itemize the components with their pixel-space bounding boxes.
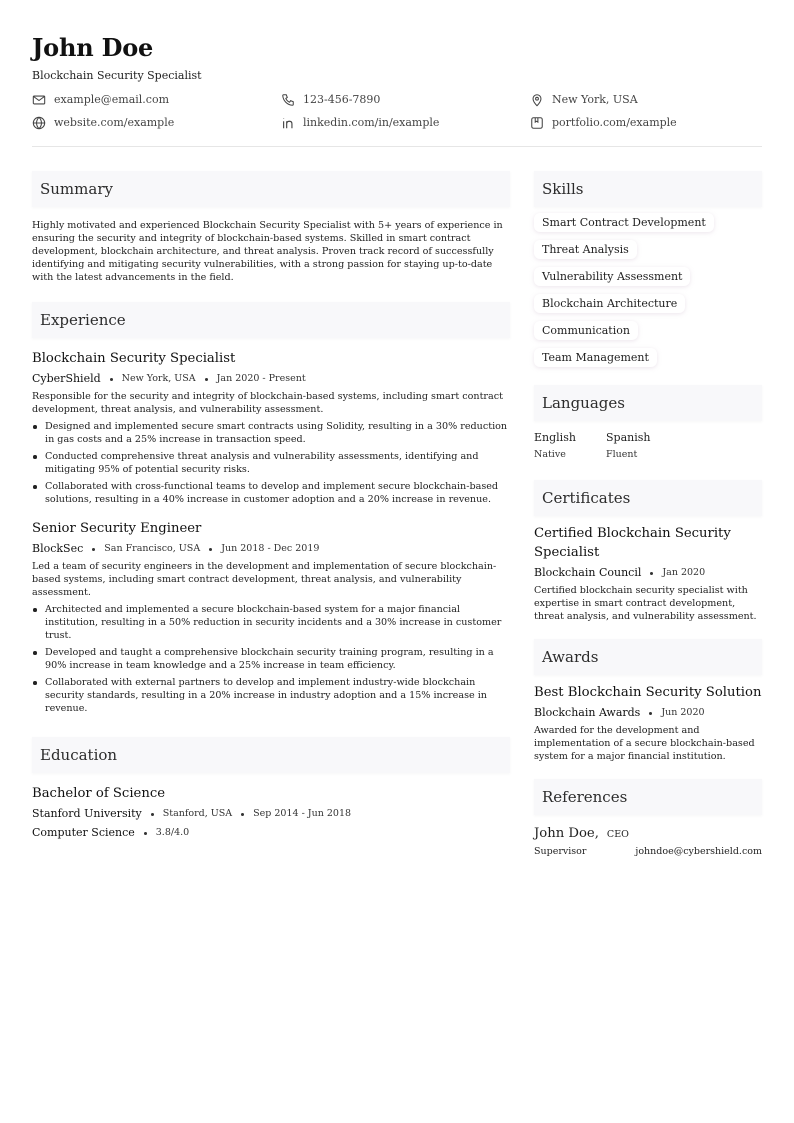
- bullet-item: Designed and implemented secure smart contracts using Solidity, resulting in a 30% reduction in gas costs and a 25% increase in transaction speed.: [32, 420, 510, 446]
- education-dates: Sep 2014 - Jun 2018: [253, 808, 352, 819]
- contact-website[interactable]: [32, 116, 281, 130]
- bullet-item: Collaborated with cross-functional teams to develop and implement secure blockchain-based solutions, resulting in a 40% increase in customer adoption and a 20% increase in revenue.: [32, 480, 510, 506]
- job-bullets: [32, 420, 510, 506]
- reference-entry: [534, 825, 762, 859]
- separator-dot: [241, 813, 244, 816]
- field-of-study: Computer Science: [32, 826, 135, 839]
- contact-phone[interactable]: [281, 93, 530, 107]
- phone-text: 123-456-7890: [303, 93, 381, 106]
- gpa: 3.8/4.0: [155, 827, 190, 838]
- language-item: [534, 431, 606, 462]
- certificate-description: Certified blockchain security specialist with expertise in smart contract development, threat analysis, and vulnerability assessment.: [534, 585, 757, 622]
- skill-tag: Smart Contract Development: [534, 213, 714, 232]
- candidate-name: John Doe: [32, 33, 154, 62]
- certificate-entry: [534, 524, 762, 623]
- job-description: Responsible for the security and integrity of blockchain-based systems, including smart contract development, threat analysis, and vulnerability assessment.: [32, 391, 503, 415]
- reference-email[interactable]: johndoe@cybershield.com: [635, 846, 762, 857]
- award-title: Best Blockchain Security Solution: [534, 685, 762, 700]
- education-heading: Education: [32, 737, 510, 773]
- award-entry: [534, 683, 762, 763]
- left-column: [32, 171, 510, 859]
- contact-email[interactable]: [32, 93, 281, 107]
- linkedin-text: linkedin.com/in/example: [303, 116, 440, 129]
- reference-header: [534, 825, 762, 843]
- right-column: [534, 171, 762, 859]
- bullet-item: Developed and taught a comprehensive blockchain security training program, resulting in a 90% increase in team knowledge and a 25% increase in team efficiency.: [32, 646, 510, 672]
- separator-dot: [144, 832, 147, 835]
- summary-heading: Summary: [32, 171, 510, 207]
- certificates-heading: Certificates: [534, 480, 762, 516]
- job-company: CyberShield: [32, 372, 101, 385]
- bullet-item: Architected and implemented a secure blockchain-based system for a major financial institution, resulting in a 50% reduction in security incidents and a 30% increase in customer trust.: [32, 603, 510, 642]
- job-location: San Francisco, USA: [104, 543, 201, 554]
- references-heading: References: [534, 779, 762, 815]
- job-entry: [32, 520, 510, 715]
- language-name: English: [534, 431, 576, 444]
- skill-tag: Blockchain Architecture: [534, 294, 685, 313]
- contact-linkedin[interactable]: [281, 116, 530, 130]
- education-meta: [32, 807, 510, 821]
- certificate-title: Certified Blockchain Security Specialist: [534, 526, 731, 560]
- mail-icon: [32, 93, 46, 107]
- job-title: Blockchain Security Specialist: [32, 351, 236, 366]
- separator-dot: [92, 548, 95, 551]
- job-meta: [32, 542, 510, 556]
- degree-title: Bachelor of Science: [32, 786, 166, 801]
- separator-dot: [650, 572, 653, 575]
- language-name: Spanish: [606, 431, 651, 444]
- summary-text: Highly motivated and experienced Blockchain Security Specialist with 5+ years of experience in ensuring the security and integrity of blockchain-based systems. Skilled in smart contract development, blockchain architecture, and threat analysis. Proven track record of successfully identifying and mitigating security vulnerabilities, with a strong passion for staying up-to-date with the latest advancements in the field.: [32, 220, 503, 283]
- languages-heading: Languages: [534, 385, 762, 421]
- school-name: Stanford University: [32, 807, 142, 820]
- award-meta: [534, 706, 762, 720]
- certificate-date: Jan 2020: [662, 567, 706, 578]
- certificate-meta: [534, 566, 762, 580]
- resume-page: [32, 34, 762, 859]
- job-dates: Jun 2018 - Dec 2019: [221, 543, 320, 554]
- job-dates: Jan 2020 - Present: [216, 373, 306, 384]
- globe-icon: [32, 116, 46, 130]
- bullet-item: Collaborated with external partners to develop and implement industry-wide blockchain security standards, resulting in a 20% increase in industry adoption and a 15% increase in revenue.: [32, 676, 510, 715]
- awards-heading: Awards: [534, 639, 762, 675]
- education-entry: [32, 785, 510, 840]
- linkedin-icon: [281, 116, 295, 130]
- certificate-issuer: Blockchain Council: [534, 566, 642, 579]
- separator-dot: [110, 378, 113, 381]
- reference-name: John Doe,: [534, 826, 599, 841]
- separator-dot: [205, 378, 208, 381]
- skills-heading: Skills: [534, 171, 762, 207]
- contact-portfolio[interactable]: [530, 116, 762, 130]
- reference-details: [534, 845, 762, 859]
- experience-heading: Experience: [32, 302, 510, 338]
- languages-list: [534, 431, 762, 462]
- separator-dot: [151, 813, 154, 816]
- portfolio-icon: [530, 116, 544, 130]
- skill-tag: Threat Analysis: [534, 240, 637, 259]
- language-level: Native: [534, 449, 566, 460]
- job-title: Senior Security Engineer: [32, 521, 202, 536]
- language-level: Fluent: [606, 449, 638, 460]
- candidate-title: Blockchain Security Specialist: [32, 69, 202, 82]
- email-text: example@email.com: [54, 93, 170, 106]
- bullet-item: Conducted comprehensive threat analysis and vulnerability assessments, identifying and mitigating 95% of potential security risks.: [32, 450, 510, 476]
- separator-dot: [649, 712, 652, 715]
- portfolio-text: portfolio.com/example: [552, 116, 677, 129]
- phone-icon: [281, 93, 295, 107]
- job-location: New York, USA: [121, 373, 196, 384]
- location-text: New York, USA: [552, 93, 638, 106]
- reference-relationship: Supervisor: [534, 846, 587, 857]
- job-entry: [32, 350, 510, 506]
- education-field-meta: [32, 826, 510, 840]
- skills-list: [534, 213, 762, 367]
- school-location: Stanford, USA: [162, 808, 233, 819]
- map-pin-icon: [530, 93, 544, 107]
- job-bullets: [32, 603, 510, 715]
- separator-dot: [209, 548, 212, 551]
- job-company: BlockSec: [32, 542, 84, 555]
- contact-location: [530, 93, 762, 107]
- resume-body: [32, 171, 762, 859]
- header-divider: [32, 146, 762, 147]
- reference-position: CEO: [606, 829, 629, 840]
- job-meta: [32, 372, 510, 386]
- job-description: Led a team of security engineers in the development and implementation of secure blockchain-based systems, including smart contract development, threat analysis, and vulnerability assessment.: [32, 561, 497, 598]
- website-text: website.com/example: [54, 116, 175, 129]
- skill-tag: Vulnerability Assessment: [534, 267, 690, 286]
- award-issuer: Blockchain Awards: [534, 706, 641, 719]
- skill-tag: Team Management: [534, 348, 657, 367]
- skill-tag: Communication: [534, 321, 638, 340]
- award-description: Awarded for the development and implementation of a secure blockchain-based system for a major financial institution.: [534, 725, 755, 762]
- contact-info: [32, 93, 762, 130]
- award-date: Jun 2020: [661, 707, 705, 718]
- language-item: [606, 431, 678, 462]
